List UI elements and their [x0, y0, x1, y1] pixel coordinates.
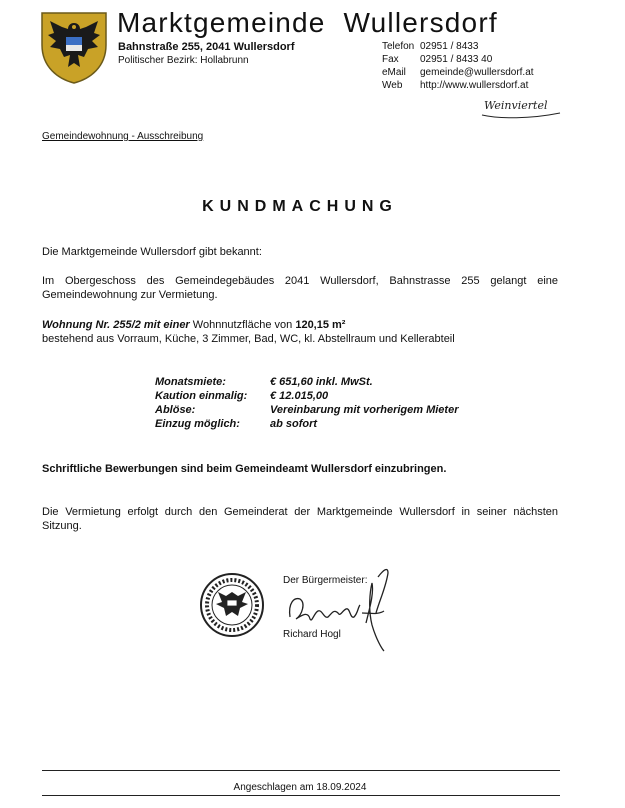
phone-label: Telefon	[382, 41, 415, 52]
posted-date: Angeschlagen am 18.09.2024	[233, 782, 367, 793]
apartment-summary	[42, 318, 558, 332]
mayor-name: Richard Hogl	[283, 629, 341, 640]
application-note: Schriftliche Bewerbungen sind beim Gemeindeamt Wullersdorf einzubringen.	[42, 463, 447, 475]
coat-of-arms-icon	[40, 11, 108, 85]
monthly-rent-value: € 651,60 inkl. MwSt.	[270, 376, 373, 388]
apartment-number: Wohnung Nr. 255/2 mit einer	[42, 319, 190, 331]
transfer-fee-value: Vereinbarung mit vorherigem Mieter	[270, 404, 459, 416]
website-link[interactable]: http://www.wullersdorf.at	[420, 80, 529, 91]
letting-note: Die Vermietung erfolgt durch den Gemeinderat der Marktgemeinde Wullersdorf in seiner nächsten Sitzung.	[42, 506, 558, 532]
svg-text:Weinviertel: Weinviertel	[484, 99, 548, 112]
area-label: Wohnnutzfläche von	[192, 319, 293, 331]
email-link[interactable]: gemeinde@wullersdorf.at	[420, 67, 534, 78]
municipality-title: Marktgemeinde Wullersdorf	[117, 7, 498, 38]
footer-divider	[42, 795, 560, 796]
municipality-address: Bahnstraße 255, 2041 Wullersdorf	[118, 41, 295, 53]
weinviertel-logo	[480, 95, 562, 121]
fax-value: 02951 / 8433 40	[420, 54, 493, 65]
web-label: Web	[382, 80, 403, 91]
handwritten-signature	[284, 563, 394, 659]
fax-label: Fax	[382, 54, 399, 65]
footer-divider	[42, 770, 560, 771]
intro-text: Die Marktgemeinde Wullersdorf gibt bekannt:	[42, 246, 262, 258]
document-reference: Gemeindewohnung - Ausschreibung	[42, 131, 204, 142]
political-district: Politischer Bezirk: Hollabrunn	[118, 55, 249, 66]
transfer-fee-label: Ablöse:	[155, 404, 196, 416]
deposit-value: € 12.015,00	[270, 390, 329, 402]
area-value: 120,15 m²	[295, 319, 346, 331]
official-seal-stamp	[198, 572, 266, 638]
monthly-rent-label: Monatsmiete:	[155, 376, 226, 388]
move-in-label: Einzug möglich:	[155, 418, 240, 430]
announcement-text: Im Obergeschoss des Gemeindegebäudes 2041 Wullersdorf, Bahnstrasse 255 gelangt eine Gemeindewohnung zur Vermietung.	[42, 275, 558, 301]
email-label: eMail	[382, 67, 406, 78]
document-heading: KUNDMACHUNG	[202, 198, 398, 215]
mayor-title: Der Bürgermeister:	[283, 575, 368, 586]
apartment-rooms: bestehend aus Vorraum, Küche, 3 Zimmer, Bad, WC, kl. Abstellraum und Kellerabteil	[42, 333, 455, 345]
move-in-value: ab sofort	[270, 418, 318, 430]
deposit-label: Kaution einmalig:	[155, 390, 248, 402]
phone-value: 02951 / 8433	[420, 41, 479, 52]
